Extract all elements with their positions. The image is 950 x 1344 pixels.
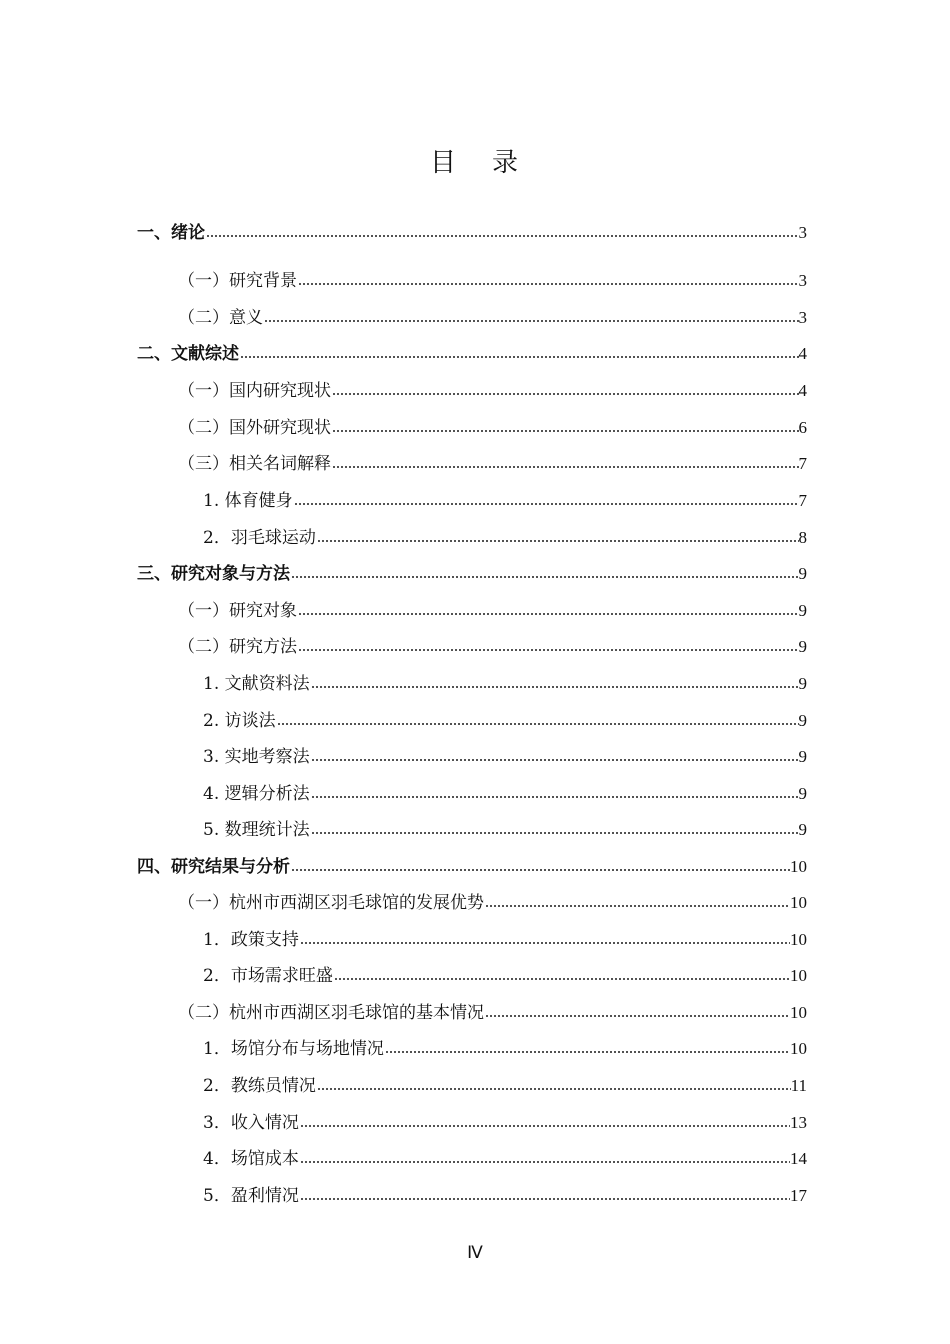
toc-entry-page: 3 <box>798 223 807 242</box>
dot-leader <box>294 492 799 506</box>
toc-entry-page: 10 <box>790 857 807 876</box>
dot-leader <box>311 748 799 762</box>
toc-entry-label: （一）杭州市西湖区羽毛球馆的发展优势 <box>178 893 484 913</box>
toc-entry-page: 10 <box>790 930 807 949</box>
toc-entry[interactable] <box>178 892 807 914</box>
dot-leader <box>298 602 799 616</box>
dot-leader <box>317 529 799 543</box>
toc-entry-label: （二）杭州市西湖区羽毛球馆的基本情况 <box>178 1003 484 1023</box>
toc-entry[interactable] <box>178 600 807 622</box>
toc-entry-label: 四、研究结果与分析 <box>137 857 290 877</box>
dot-leader <box>385 1040 790 1054</box>
dot-leader <box>206 224 799 238</box>
toc-entry[interactable] <box>203 1148 807 1170</box>
dot-leader <box>317 1077 791 1091</box>
toc-entry[interactable] <box>203 783 807 805</box>
toc-entry-label: 3．收入情况 <box>203 1113 299 1133</box>
footer-page-number: Ⅳ <box>467 1243 483 1262</box>
toc-entry[interactable] <box>203 929 807 951</box>
toc-entry-label: 5．盈利情况 <box>203 1186 299 1206</box>
title-part-1: 目 <box>429 148 458 178</box>
dot-leader <box>264 309 799 323</box>
toc-entry-label: 2．市场需求旺盛 <box>203 966 333 986</box>
toc-entry[interactable] <box>178 453 807 475</box>
dot-leader <box>485 1004 790 1018</box>
toc-entry-page: 8 <box>798 528 807 547</box>
toc-entry-page: 14 <box>790 1149 807 1168</box>
toc-entry-label: （二）国外研究现状 <box>178 418 331 438</box>
dot-leader <box>291 858 790 872</box>
toc-entry-label: 5. 数理统计法 <box>203 820 310 840</box>
dot-leader <box>300 1150 790 1164</box>
toc-entry-label: 4. 逻辑分析法 <box>203 784 310 804</box>
toc-entry-label: 1．政策支持 <box>203 930 299 950</box>
toc-entry-label: 一、绪论 <box>137 223 205 243</box>
toc-entry-label: 4．场馆成本 <box>203 1149 299 1169</box>
toc-entry-label: （一）研究背景 <box>178 271 297 291</box>
title-part-2: 录 <box>492 148 521 178</box>
dot-leader <box>300 931 790 945</box>
toc-entry-page: 11 <box>790 1076 807 1095</box>
toc-entry-page: 9 <box>798 674 807 693</box>
toc-entry-page: 9 <box>798 747 807 766</box>
toc-entry[interactable] <box>203 819 807 841</box>
toc-entry[interactable] <box>203 1185 807 1207</box>
dot-leader <box>291 565 799 579</box>
toc-entry-page: 7 <box>798 491 807 510</box>
toc-entry-label: （一）研究对象 <box>178 601 297 621</box>
dot-leader <box>298 272 799 286</box>
toc-entry-label: 2．教练员情况 <box>203 1076 316 1096</box>
dot-leader <box>332 382 799 396</box>
toc-entry-page: 4 <box>798 344 807 363</box>
dot-leader <box>311 785 799 799</box>
toc-entry[interactable] <box>178 380 807 402</box>
toc-entry-page: 9 <box>798 711 807 730</box>
dot-leader <box>300 1114 790 1128</box>
toc-entry[interactable] <box>178 417 807 439</box>
toc-entry-label: （二）意义 <box>178 308 263 328</box>
toc-entry-page: 9 <box>798 637 807 656</box>
dot-leader <box>485 894 790 908</box>
dot-leader <box>311 821 799 835</box>
toc-entry[interactable] <box>203 1038 807 1060</box>
toc-entry-page: 10 <box>790 893 807 912</box>
toc-entry-page: 9 <box>798 601 807 620</box>
toc-entry-label: （一）国内研究现状 <box>178 381 331 401</box>
dot-leader <box>298 638 799 652</box>
toc-entry-page: 10 <box>790 1003 807 1022</box>
dot-leader <box>334 967 790 981</box>
toc-entry[interactable] <box>203 1075 807 1097</box>
toc-entry-page: 3 <box>798 271 807 290</box>
dot-leader <box>311 675 799 689</box>
toc-entry-page: 17 <box>790 1186 807 1205</box>
toc-entry-label: （三）相关名词解释 <box>178 454 331 474</box>
toc-entry[interactable] <box>178 307 807 329</box>
toc-entry[interactable] <box>203 527 807 549</box>
toc-entry[interactable] <box>137 343 807 365</box>
toc-entry-page: 10 <box>790 1039 807 1058</box>
toc-entry-label: 1. 体育健身 <box>203 491 293 511</box>
dot-leader <box>332 419 799 433</box>
toc-entry[interactable] <box>203 746 807 768</box>
toc-entry-page: 13 <box>790 1113 807 1132</box>
toc-entry[interactable] <box>203 673 807 695</box>
toc-entry-label: 三、研究对象与方法 <box>137 564 290 584</box>
toc-entry-page: 7 <box>798 454 807 473</box>
toc-entry-label: 2. 访谈法 <box>203 711 276 731</box>
dot-leader <box>240 345 799 359</box>
toc-entry-page: 6 <box>798 418 807 437</box>
dot-leader <box>332 455 799 469</box>
toc-entry[interactable] <box>203 710 807 732</box>
dot-leader <box>277 712 799 726</box>
toc-entry-page: 9 <box>798 564 807 583</box>
toc-entry[interactable] <box>178 1002 807 1024</box>
toc-entry-page: 10 <box>790 966 807 985</box>
toc-entry-label: 二、文献综述 <box>137 344 239 364</box>
dot-leader <box>300 1187 790 1201</box>
toc-entry[interactable] <box>137 222 807 244</box>
toc-entry-label: 2．羽毛球运动 <box>203 528 316 548</box>
toc-entry-page: 4 <box>798 381 807 400</box>
toc-entry-label: （二）研究方法 <box>178 637 297 657</box>
toc-entry[interactable] <box>178 636 807 658</box>
toc-entry-label: 3. 实地考察法 <box>203 747 310 767</box>
toc-entry-label: 1．场馆分布与场地情况 <box>203 1039 384 1059</box>
toc-entry[interactable] <box>178 270 807 292</box>
toc-entry-label: 1. 文献资料法 <box>203 674 310 694</box>
toc-entry[interactable] <box>203 965 807 987</box>
toc-entry[interactable] <box>203 1112 807 1134</box>
toc-entry-page: 9 <box>798 820 807 839</box>
toc-entry[interactable] <box>137 563 807 585</box>
toc-entry[interactable] <box>203 490 807 512</box>
toc-entry-page: 3 <box>798 308 807 327</box>
toc-entry[interactable] <box>137 856 807 878</box>
toc-entry-page: 9 <box>798 784 807 803</box>
